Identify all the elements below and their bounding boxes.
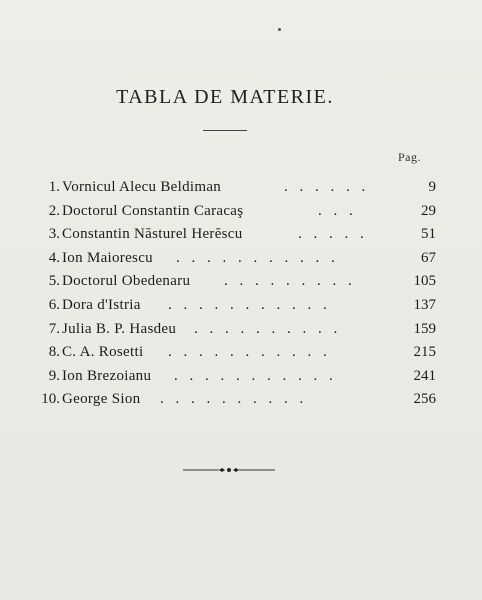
toc-leader-dots: . . . . . . . . . . [160,391,308,408]
toc-entry [26,176,436,200]
toc-entry-page: 215 [413,344,436,361]
toc-entry [26,388,436,412]
toc-entry-title: Ion Maiorescu [62,249,153,266]
toc-entry-page: 9 [428,179,436,195]
toc-entry-number: 5. [48,273,60,290]
toc-entry-title: C. A. Rosetti [62,344,144,361]
toc-entry-number: 4. [48,249,60,266]
toc-entry [26,200,436,224]
toc-entry-number: 6. [48,296,60,313]
page-title: TABLA DE MATERIE. [116,86,334,108]
ornament-diamond [219,468,225,472]
toc-entry-number: 1. [48,179,60,195]
toc-entry [26,365,436,389]
toc-leader-dots: . . . . . . [284,179,370,195]
toc-entry [26,247,436,271]
table-of-contents [26,176,436,412]
toc-entry [26,318,436,342]
toc-entry-page: 137 [413,296,436,313]
toc-entry-number: 10. [41,391,60,408]
page-column-header: Pag. [398,150,421,164]
toc-leader-dots: . . . . . . . . . . . [174,367,337,384]
toc-entry [26,223,436,247]
toc-entry-title: Constantin Năsturel Herĕscu [62,226,243,243]
toc-entry-page: 105 [413,273,436,290]
toc-entry-title: Dora d'Istria [62,296,141,313]
toc-entry-title: George Sion [62,391,141,408]
toc-entry-title: Vornicul Alecu Beldiman [62,179,222,195]
ornament-diamond [233,468,239,472]
toc-entry-page: 51 [421,226,436,243]
toc-leader-dots: . . . . . . . . . . . [176,249,339,266]
toc-leader-dots: . . . . . . . . . [224,273,356,290]
toc-entry-page: 29 [421,202,436,219]
toc-entry-page: 241 [413,367,436,384]
toc-entry-title: Ion Brezoianu [62,367,152,384]
toc-entry-number: 7. [48,320,60,337]
toc-entry-page: 67 [421,249,436,266]
toc-entry-number: 8. [48,344,60,361]
toc-leader-dots: . . . . . . . . . . . [168,296,331,313]
toc-leader-dots: . . . [318,202,357,219]
toc-entry-number: 9. [48,367,60,384]
toc-entry-page: 159 [413,320,436,337]
ink-speck [278,28,281,31]
toc-leader-dots: . . . . . . . . . . . [168,344,331,361]
ornament-center-dot [227,468,231,472]
toc-entry-page: 256 [413,391,436,408]
toc-entry-title: Julia B. P. Hasdeu [62,320,177,337]
toc-leader-dots: . . . . . . . . . . [194,320,342,337]
decorative-ornament [183,466,275,474]
toc-entry [26,341,436,365]
toc-entry-title: Doctorul Constantin Caracaş [62,202,244,219]
toc-entry-title: Doctorul Obedenaru [62,273,191,290]
toc-leader-dots: . . . . . [298,226,368,243]
toc-entry-number: 2. [48,202,60,219]
toc-entry-number: 3. [48,226,60,243]
toc-entry [26,294,436,318]
toc-entry [26,270,436,294]
title-divider [203,130,247,131]
